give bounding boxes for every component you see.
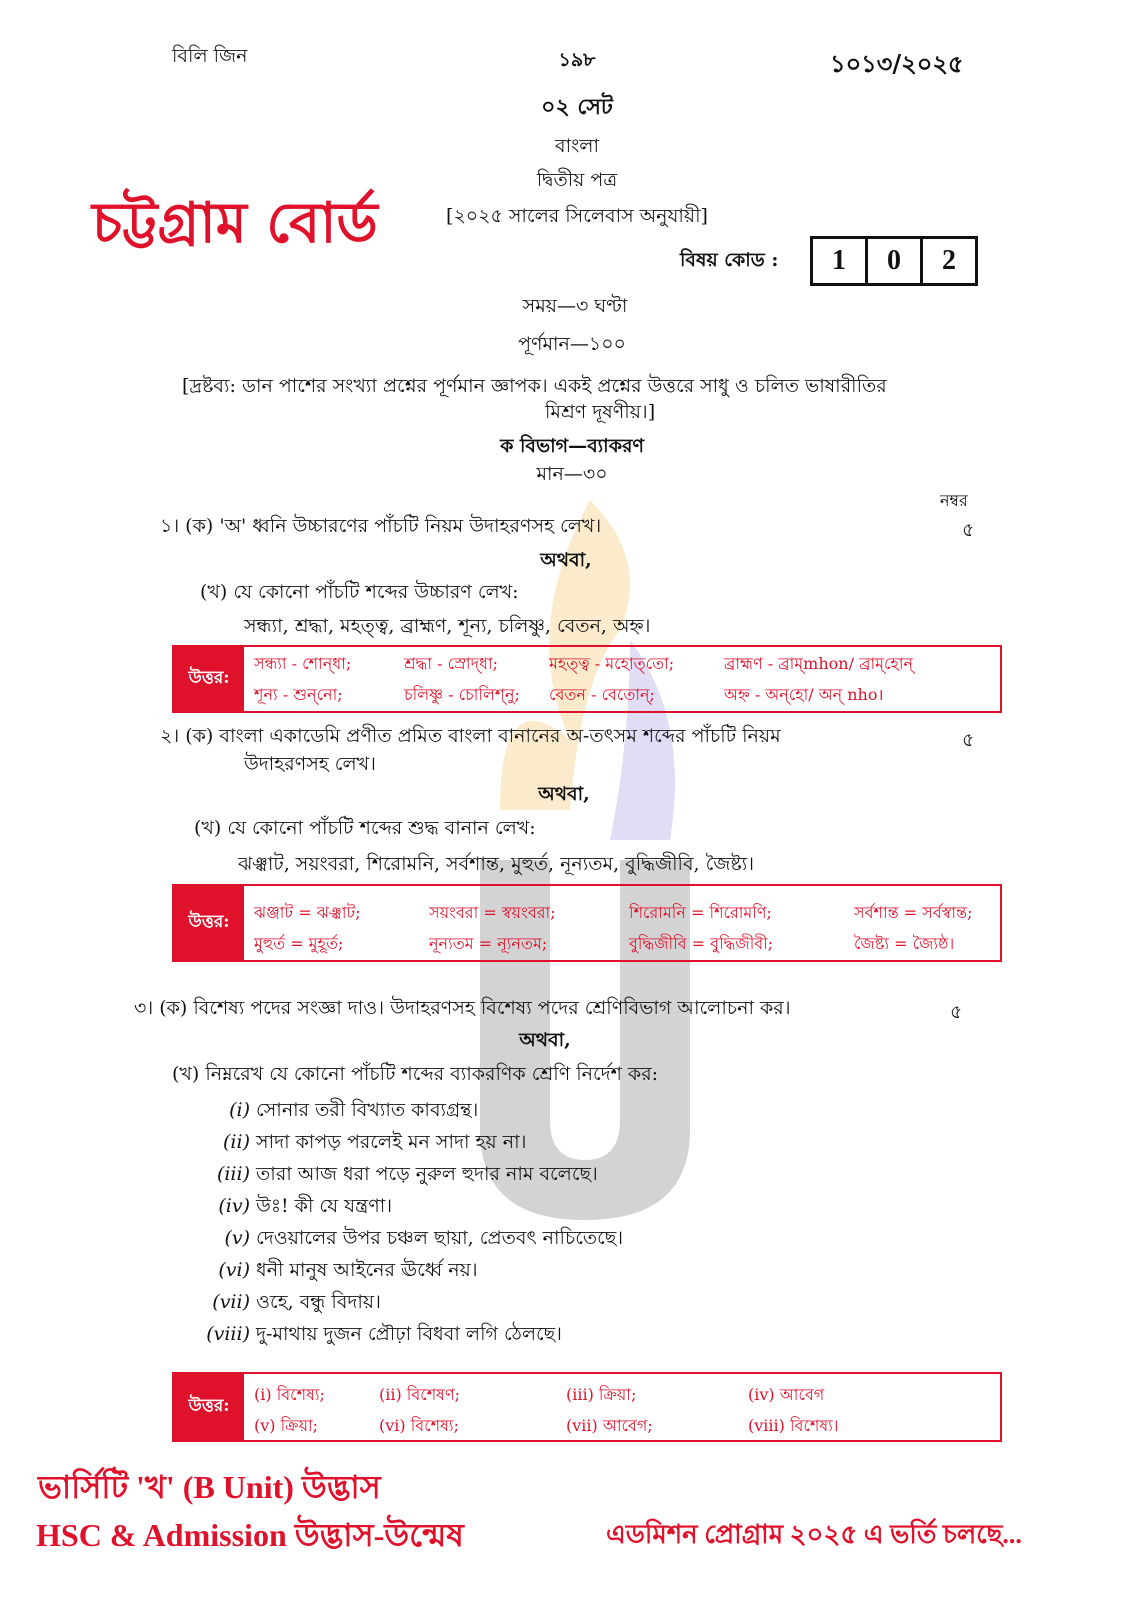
answer-label: উত্তর: (174, 886, 244, 960)
q1-b: (খ) যে কোনো পাঁচটি শব্দের উচ্চারণ লেখ: (200, 581, 519, 603)
paper: দ্বিতীয় পত্র (536, 169, 618, 191)
code-digit: 2 (942, 245, 956, 276)
section-title: ক বিভাগ—ব্যাকরণ (500, 435, 644, 457)
list-item: (v) দেওয়ালের উপর চঞ্চল ছায়া, প্রেতবৎ নাচিতেছে। (224, 1227, 624, 1249)
q2-marks: ৫ (962, 729, 975, 751)
answer-item: শিরোমনি = শিরোমণি; (629, 903, 772, 922)
syllabus-note: [২০২৫ সালের সিলেবাস অনুযায়ী] (446, 205, 708, 227)
list-item: (iii) তারা আজ ধরা পড়ে নুরুল হুদার নাম বলেছে। (216, 1163, 598, 1185)
q2-b: (খ) যে কোনো পাঁচটি শব্দের শুদ্ধ বানান লেখ: (194, 817, 536, 839)
answer-label: উত্তর: (174, 1374, 244, 1440)
q2-answer-box (172, 884, 1002, 962)
q3-or: অথবা, (519, 1029, 571, 1051)
answer-item: মহত্ত্ব - মহোত্‌তো; (549, 654, 675, 673)
list-item: (i) সোনার তরী বিখ্যাত কাব্যগ্রন্থ। (229, 1099, 479, 1121)
q2-a-line2: উদাহরণসহ লেখ। (244, 753, 376, 775)
code-digit: 0 (868, 239, 923, 283)
set-label: ০২ সেট (541, 94, 613, 120)
reference-number: ১০১৩/২০২৫ (830, 49, 964, 78)
answer-item: নূন্যতম = ন্যূনতম; (429, 934, 548, 953)
answer-item: সন্ধ্যা - শোন্‌ধা; (254, 654, 352, 673)
answer-item: জৈষ্ট্য = জ্যৈষ্ঠ। (854, 934, 955, 953)
full-marks: পূর্ণমান—১০০ (518, 333, 626, 355)
answer-item: বেতন - বেতোন্; (549, 685, 655, 704)
answer-item: সয়ংবরা = স্বয়ংবরা; (429, 903, 556, 922)
subject-code-label: বিষয় কোড : (680, 249, 779, 271)
q1-marks: ৫ (962, 519, 975, 541)
q2-words: ঝঞ্ঝাট, সয়ংবরা, শিরোমনি, সর্বশান্ত, মুহুর্ত, নূন্যতম, বুদ্ধিজীবি, জৈষ্ট্য। (238, 853, 755, 875)
subject-code-box (810, 236, 978, 286)
number-column-label: নম্বর (940, 491, 968, 510)
q2-or: অথবা, (538, 783, 590, 805)
answer-label: উত্তর: (174, 647, 244, 711)
q3-b: (খ) নিম্নরেখ যে কোনো পাঁচটি শব্দের ব্যাকরণিক শ্রেণি নির্দেশ কর: (172, 1063, 659, 1085)
list-item: (iv) উঃ! কী যে যন্ত্রণা। (218, 1195, 393, 1217)
footer-line-2: HSC & Admission উদ্ভাস-উন্মেষ (36, 1517, 464, 1553)
q1-a: ১। (ক) 'অ' ধ্বনি উচ্চারণের পাঁচটি নিয়ম উদাহরণসহ লেখ। (160, 515, 602, 537)
answer-item: শূন্য - শুন্‌নো; (254, 685, 343, 704)
q3-a: ৩। (ক) বিশেষ্য পদের সংজ্ঞা দাও। উদাহরণসহ বিশেষ্য পদের শ্রেণিবিভাগ আলোচনা কর। (134, 997, 791, 1019)
answer-item: (iii) ক্রিয়া; (566, 1385, 637, 1404)
code-digit: 1 (813, 239, 868, 283)
answer-item: শ্রদ্ধা - স্রোদ্‌ধা; (404, 654, 498, 673)
time: সময়—৩ ঘণ্টা (522, 295, 628, 317)
q1-words: সন্ধ্যা, শ্রদ্ধা, মহত্ত্ব, ব্রাহ্মণ, শূন্য, চলিষ্ণু, বেতন, অহ্ন। (244, 615, 651, 637)
answer-item: চলিষ্ণু - চোলিশ্‌নু; (404, 685, 520, 704)
answer-item: ঝঞ্জাট = ঝঞ্ঝাট; (254, 903, 361, 922)
note-line-1: [দ্রষ্টব্য: ডান পাশের সংখ্যা প্রশ্নের পূর্ণমান জ্ঞাপক। একই প্রশ্নের উত্তরে সাধু ও চলিত ভাষারীতির (182, 375, 887, 397)
list-item: (ii) সাদা কাপড় পরলেই মন সাদা হয় না। (223, 1131, 527, 1153)
q3-marks: ৫ (950, 1001, 963, 1023)
page-number: ১৯৮ (558, 49, 596, 71)
note-line-2: মিশ্রণ দূষণীয়।] (545, 401, 656, 423)
footer-line-1: ভার্সিটি 'খ' (B Unit) উদ্ভাস (38, 1469, 381, 1505)
section-marks: মান—৩০ (536, 463, 608, 485)
q3-items-list (186, 1094, 623, 1350)
answer-item: ব্রাহ্মণ - ব্রাম্‌mhon/ ব্রাম্‌হোন্ (724, 654, 914, 673)
list-item: (vii) ওহে, বন্ধু বিদায়। (212, 1291, 381, 1313)
q2-a-line1: ২। (ক) বাংলা একাডেমি প্রণীত প্রমিত বাংলা বানানের অ-তৎসম শব্দের পাঁচটি নিয়ম (160, 725, 781, 747)
answer-item: (i) বিশেষ্য; (254, 1385, 325, 1404)
answer-item: (vi) বিশেষ্য; (379, 1416, 459, 1435)
answer-item: (v) ক্রিয়া; (254, 1416, 319, 1435)
subject: বাংলা (555, 135, 599, 157)
answer-item: অহ্ন - অন্‌হো/ অন্ nho। (724, 685, 884, 704)
footer-admission-promo: এডমিশন প্রোগ্রাম ২০২৫ এ ভর্তি চলছে... (606, 1520, 1022, 1549)
answer-item: (vii) আবেগ; (566, 1416, 653, 1435)
answer-item: সর্বশান্ত = সর্বস্বান্ত; (854, 903, 973, 922)
answer-item: (viii) বিশেষ্য। (748, 1416, 839, 1435)
answer-item: (iv) আবেগ (748, 1385, 825, 1404)
answer-item: বুদ্ধিজীবি = বুদ্ধিজীবী; (629, 934, 774, 953)
q3-answer-box (172, 1372, 1002, 1442)
q1-or: অথবা, (540, 549, 592, 571)
header-left-text: বিলি জিন (172, 45, 248, 67)
list-item: (viii) দু-মাথায় দুজন প্রৌঢ়া বিধবা লগি ঠেলছে। (206, 1323, 562, 1345)
board-title: চট্টগ্রাম বোর্ড (92, 190, 378, 256)
list-item: (vi) ধনী মানুষ আইনের ঊর্ধ্বে নয়। (218, 1259, 478, 1281)
answer-item: (ii) বিশেষণ; (379, 1385, 461, 1404)
q1-answer-box (172, 645, 1002, 713)
answer-item: মুহুর্ত = মুহূর্ত; (254, 934, 344, 953)
